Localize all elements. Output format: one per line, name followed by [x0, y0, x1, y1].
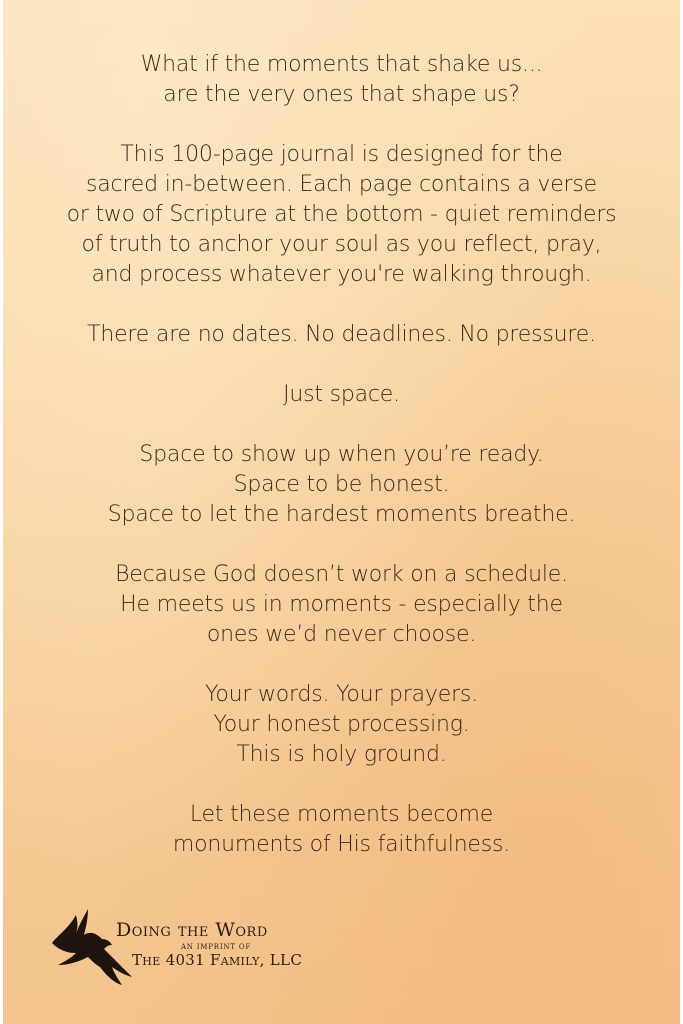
imprint-company: The 4031 Family, LLC: [132, 951, 303, 969]
blurb-line: He meets us in moments - especially the: [120, 592, 563, 617]
blurb-line: or two of Scripture at the bottom - quiet reminders: [66, 202, 617, 227]
blurb-line: ones we’d never choose.: [206, 622, 477, 647]
paragraph-4: [20, 380, 663, 410]
blurb-line: Space to be honest.: [233, 472, 450, 497]
paragraph-3: [20, 320, 663, 350]
paragraph-7: [20, 680, 663, 770]
blurb-line: Space to show up when you’re ready.: [139, 442, 544, 467]
publisher-imprint: [48, 905, 348, 990]
paragraph-8: [20, 800, 663, 860]
blurb-line: Let these moments become: [189, 802, 494, 827]
blurb-line: of truth to anchor your soul as you reflect, pray,: [81, 232, 602, 257]
blurb-line: Your honest processing.: [213, 712, 470, 737]
blurb-line: This is holy ground.: [236, 742, 447, 767]
paragraph-6: [20, 560, 663, 650]
paragraph-1: [20, 50, 663, 110]
blurb-line: are the very ones that shape us?: [163, 82, 520, 107]
blurb-line: Because God doesn’t work on a schedule.: [115, 562, 568, 587]
blurb-line: This 100-page journal is designed for the: [120, 142, 563, 167]
imprint-name: Doing the Word: [116, 919, 268, 941]
imprint-text: [116, 919, 316, 969]
blurb-line: What if the moments that shake us...: [140, 52, 543, 77]
blurb-line: monuments of His faithfulness.: [172, 832, 511, 857]
blurb-line: Your words. Your prayers.: [205, 682, 478, 707]
blurb-line: There are no dates. No deadlines. No pressure.: [87, 322, 596, 347]
paragraph-5: [20, 440, 663, 530]
blurb-line: and process whatever you're walking through.: [91, 262, 592, 287]
paragraph-2: [20, 140, 663, 290]
blurb-line: sacred in-between. Each page contains a verse: [86, 172, 597, 197]
left-edge: [0, 0, 3, 1024]
blurb-line: Just space.: [283, 382, 400, 407]
blurb-line: Space to let the hardest moments breathe.: [107, 502, 576, 527]
imprint-subtitle: AN IMPRINT OF: [180, 943, 252, 951]
cover-blurb: [20, 50, 663, 890]
